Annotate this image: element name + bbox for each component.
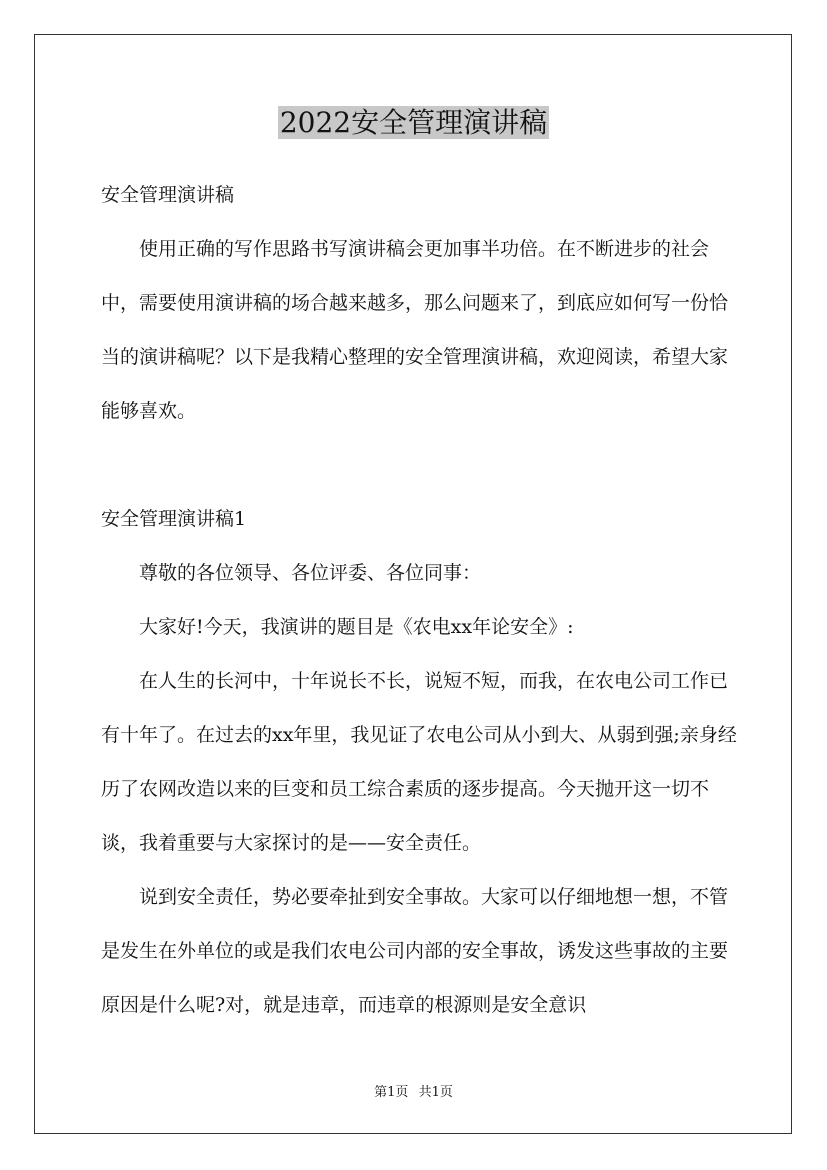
intro-heading: 安全管理演讲稿	[101, 184, 235, 206]
section1-paragraph: 在人生的长河中，十年说长不长，说短不短，而我，在农电公司工作已有十年了。在过去的xx年里，我见证了农电公司从小到大、从弱到强;亲身经历了农网改造以来的巨变和员工综合素质的逐步提高。今天抛开这一切不谈，我着重要与大家探讨的是——安全责任。	[101, 670, 737, 854]
document-body	[101, 168, 741, 1032]
page-total: 共1页	[418, 1085, 453, 1100]
section1-paragraph: 大家好!今天，我演讲的题目是《农电xx年论安全》:	[139, 616, 574, 638]
section1-paragraph: 尊敬的各位领导、各位评委、各位同事：	[139, 562, 482, 584]
document-title-highlight: 2022安全管理演讲稿	[279, 106, 548, 139]
section1-paragraph: 说到安全责任，势必要牵扯到安全事故。大家可以仔细地想一想，不管是发生在外单位的或是我们农电公司内部的安全事故，诱发这些事故的主要原因是什么呢?对，就是违章，而违章的根源则是安全意识	[101, 886, 729, 1016]
page-footer	[0, 1081, 827, 1100]
intro-paragraph: 使用正确的写作思路书写演讲稿会更加事半功倍。在不断进步的社会中，需要使用演讲稿的场合越来越多，那么问题来了，到底应如何写一份恰当的演讲稿呢？以下是我精心整理的安全管理演讲稿，欢迎阅读，希望大家能够喜欢。	[101, 238, 729, 422]
section1-heading: 安全管理演讲稿1	[101, 508, 247, 530]
document-title	[0, 103, 827, 143]
page-number: 第1页	[374, 1085, 409, 1100]
section-spacer	[101, 438, 741, 492]
